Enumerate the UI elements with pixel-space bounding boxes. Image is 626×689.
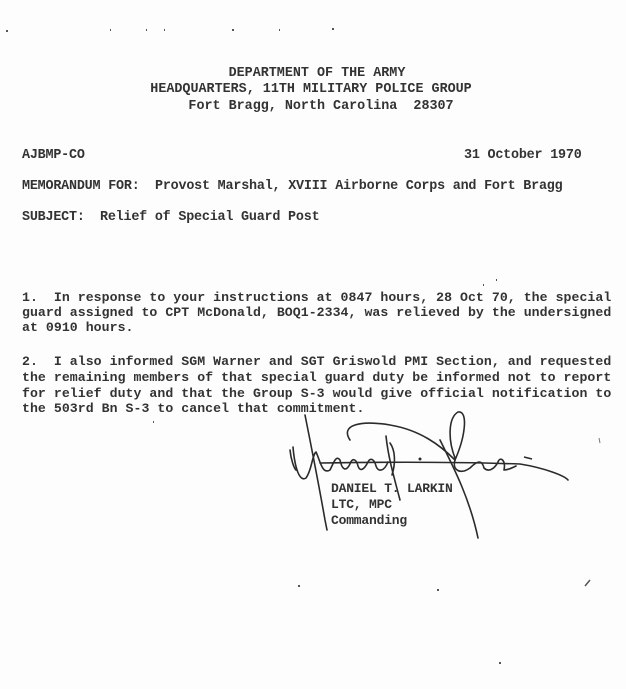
paragraph-2-line: the 503rd Bn S-3 to cancel that commitment. bbox=[22, 401, 365, 416]
scan-speck bbox=[6, 30, 8, 32]
letterhead-department: DEPARTMENT OF THE ARMY bbox=[228, 66, 406, 81]
paragraph-1-line: guard assigned to CPT McDonald, BOQ1-2334, was relieved by the undersigned bbox=[22, 305, 612, 320]
scan-speck bbox=[483, 284, 484, 286]
signer-title: Commanding bbox=[331, 513, 408, 528]
scan-speck bbox=[332, 28, 334, 30]
scan-speck bbox=[164, 29, 165, 31]
scan-speck bbox=[279, 29, 280, 31]
scan-speck bbox=[110, 29, 111, 31]
memorandum-for-label: MEMORANDUM FOR: bbox=[22, 179, 140, 194]
letterhead-location: Fort Bragg, North Carolina 28307 bbox=[188, 99, 454, 114]
subject-label: SUBJECT: bbox=[22, 210, 85, 225]
office-symbol: AJBMP-CO bbox=[22, 148, 85, 163]
scan-speck bbox=[499, 662, 501, 664]
signer-rank: LTC, MPC bbox=[331, 497, 392, 512]
signer-name: DANIEL T. LARKIN bbox=[331, 481, 453, 496]
scan-speck bbox=[153, 421, 154, 423]
scan-speck bbox=[496, 279, 497, 281]
paragraph-1-line: 1. In response to your instructions at 0847 hours, 28 Oct 70, the special bbox=[22, 290, 612, 305]
memorandum-for-value: Provost Marshal, XVIII Airborne Corps and Fort Bragg bbox=[155, 179, 563, 194]
scan-speck bbox=[298, 585, 300, 587]
paragraph-2-line: the remaining members of that special guard duty be informed not to report bbox=[22, 370, 612, 385]
paragraph-2-line: for relief duty and that the Group S-3 would give official notification to bbox=[22, 386, 612, 401]
paragraph-2-line: 2. I also informed SGM Warner and SGT Griswold PMI Section, and requested bbox=[22, 354, 612, 369]
letterhead-headquarters: HEADQUARTERS, 11TH MILITARY POLICE GROUP bbox=[150, 82, 472, 97]
memo-date: 31 October 1970 bbox=[464, 148, 582, 163]
subject-value: Relief of Special Guard Post bbox=[100, 210, 320, 225]
scan-speck bbox=[232, 29, 234, 31]
scan-speck bbox=[437, 589, 439, 591]
paragraph-1-line: at 0910 hours. bbox=[22, 320, 134, 335]
scan-speck bbox=[146, 29, 147, 31]
